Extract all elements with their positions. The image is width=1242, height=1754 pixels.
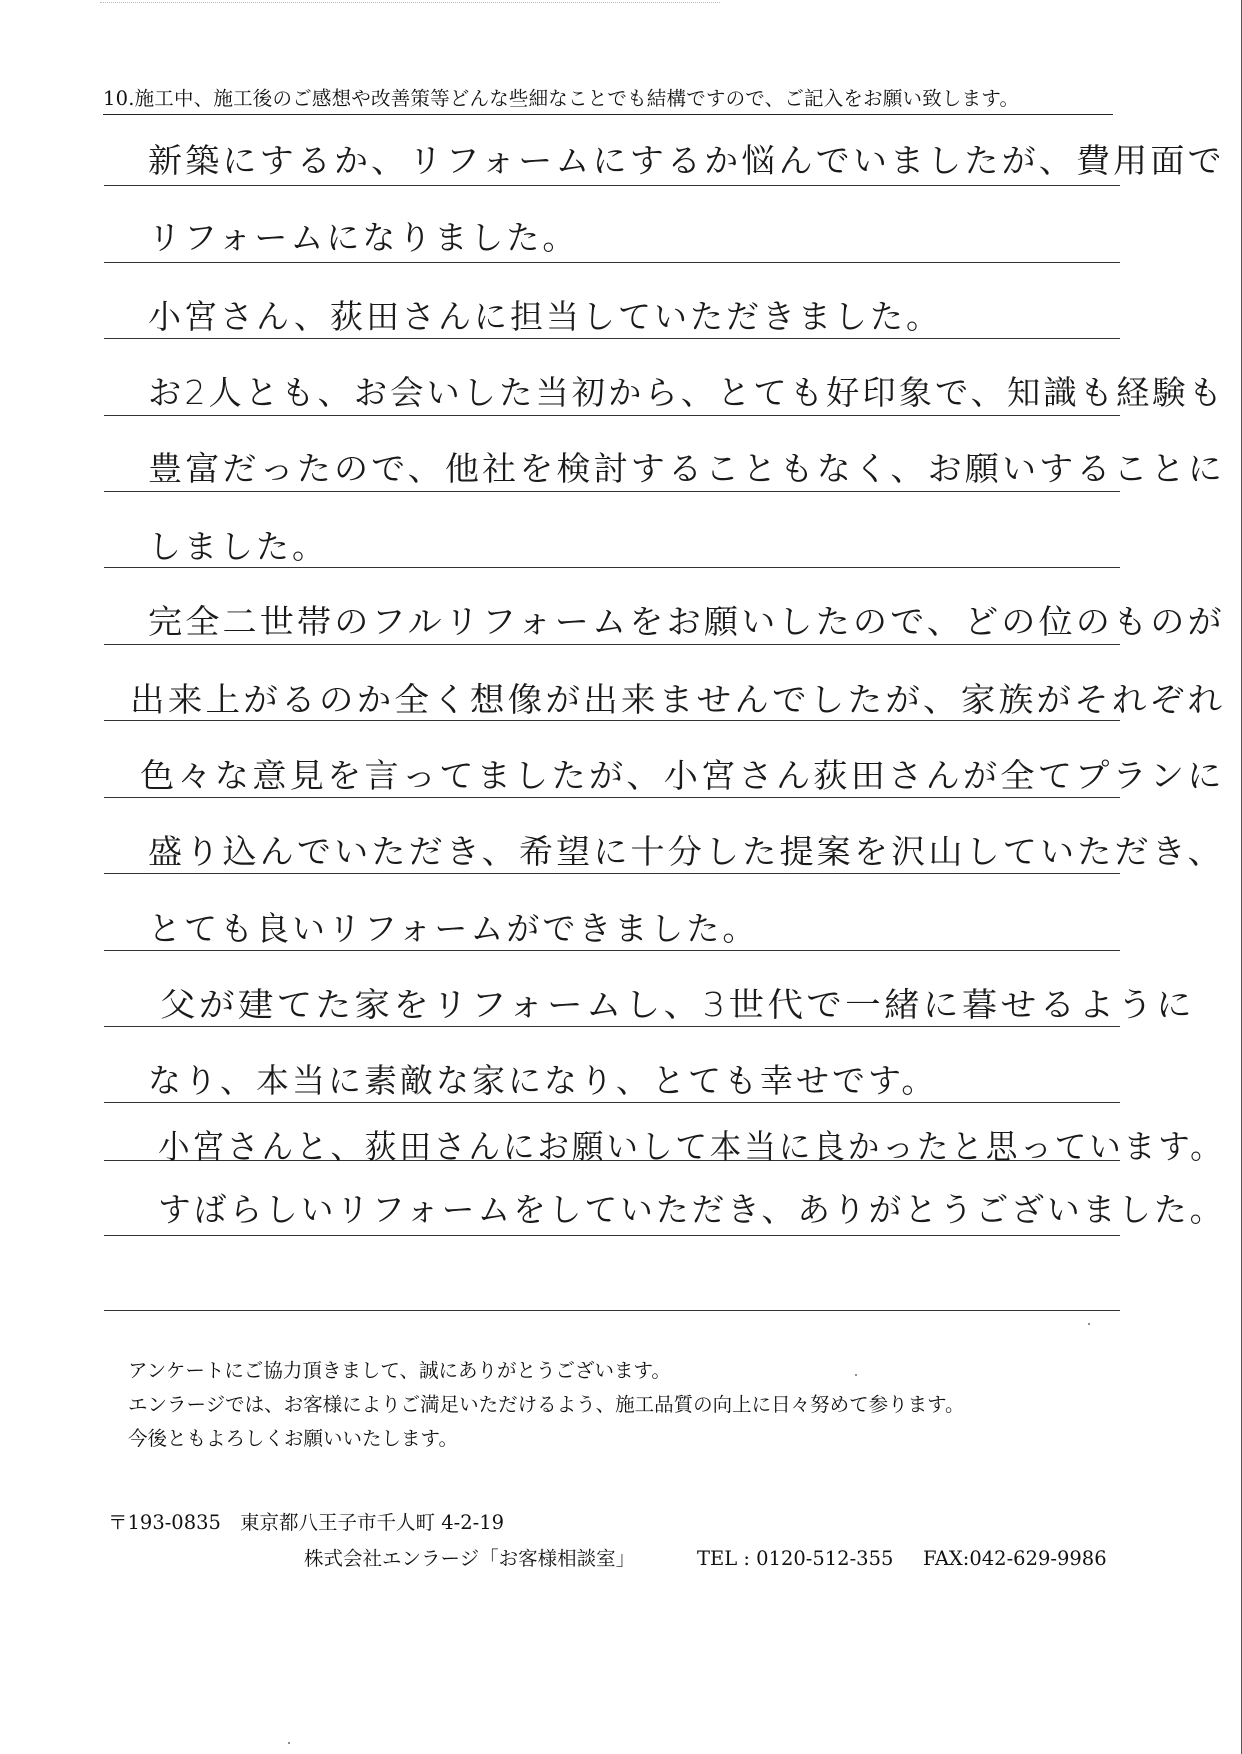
handwritten-line: 豊富だったので、他社を検討することもなく、お願いすることに — [148, 449, 1226, 488]
answer-rule — [104, 644, 1120, 645]
answer-rule — [104, 873, 1120, 874]
handwritten-line: お2人とも、お会いした当初から、とても好印象で、知識も経験も — [148, 373, 1225, 412]
handwritten-line: 新築にするか、リフォームにするか悩んでいましたが、費用面で — [148, 141, 1225, 180]
answer-rule — [104, 338, 1120, 339]
answer-rule — [104, 1102, 1120, 1103]
answer-rule — [104, 567, 1120, 568]
handwritten-line: 盛り込んでいただき、希望に十分した提案を沢山していただき、 — [148, 832, 1225, 871]
scan-speck — [1088, 1323, 1090, 1325]
answer-rule — [104, 950, 1120, 951]
handwritten-line: 小宮さんと、荻田さんにお願いして本当に良かったと思っています。 — [158, 1127, 1225, 1166]
question-heading: 10.施工中、施工後のご感想や改善策等どんな些細なことでも結構ですので、ご記入をお願い致します。 — [103, 86, 1113, 115]
handwritten-line: しました。 — [148, 527, 328, 566]
handwritten-line: 色々な意見を言ってましたが、小宮さん荻田さんが全てプランに — [140, 756, 1225, 795]
handwritten-line: 出来上がるのか全く想像が出来ませんでしたが、家族がそれぞれ — [130, 680, 1226, 719]
answer-rule — [104, 185, 1120, 186]
fax: FAX:042-629-9986 — [923, 1547, 1107, 1570]
handwritten-line: すばらしいリフォームをしていただき、ありがとうございました。 — [158, 1190, 1226, 1229]
handwritten-line: リフォームになりました。 — [148, 218, 579, 257]
handwritten-line: なり、本当に素敵な家になり、とても幸せです。 — [148, 1061, 938, 1100]
handwritten-line: 父が建てた家をリフォームし、3世代で一緒に暮せるように — [160, 985, 1196, 1024]
thanks-line: 今後ともよろしくお願いいたします。 — [128, 1427, 458, 1450]
handwritten-line: とても良いリフォームができました。 — [148, 909, 759, 948]
handwritten-line: 完全二世帯のフルリフォームをお願いしたので、どの位のものが — [148, 602, 1225, 641]
thanks-line: エンラージでは、お客様によりご満足いただけるよう、施工品質の向上に日々努めて参ります。 — [128, 1393, 965, 1416]
answer-rule — [104, 262, 1120, 263]
thanks-line: アンケートにご協力頂きまして、誠にありがとうございます。 — [128, 1359, 671, 1382]
handwritten-line: 小宮さん、荻田さんに担当していただきました。 — [148, 297, 942, 336]
telephone: TEL : 0120-512-355 — [697, 1547, 894, 1570]
answer-rule — [104, 1026, 1120, 1027]
answer-rule — [104, 720, 1120, 721]
street-address: 東京都八王子市千人町 4-2-19 — [240, 1511, 505, 1534]
answer-rule — [104, 415, 1120, 416]
postal-code: 〒193-0835 — [108, 1511, 221, 1534]
scan-speck — [288, 1742, 290, 1744]
answer-rule — [104, 1310, 1120, 1311]
answer-rule — [104, 491, 1120, 492]
company-name: 株式会社エンラージ「お客様相談室」 — [304, 1547, 636, 1570]
scan-speck — [855, 1374, 857, 1376]
answer-rule — [104, 797, 1120, 798]
scan-edge-top — [100, 2, 720, 4]
answer-rule — [104, 1235, 1120, 1236]
